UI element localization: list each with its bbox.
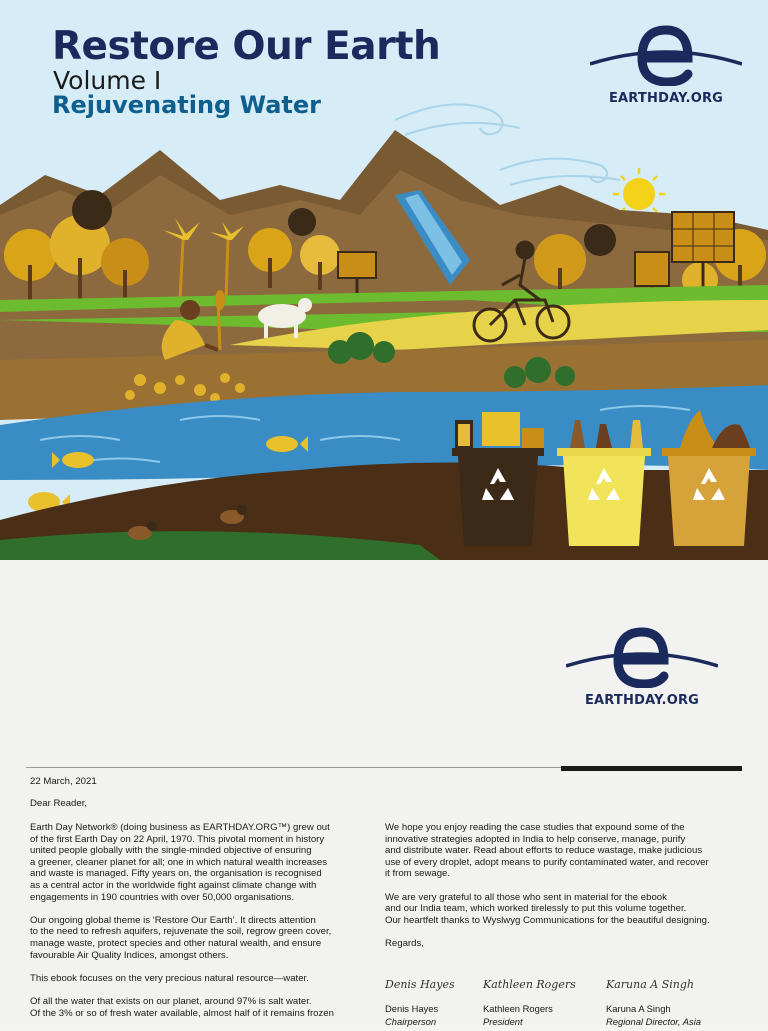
- text-line: Of all the water that exists on our planet, around 97% is salt water.: [30, 995, 312, 1007]
- paragraph: [30, 973, 334, 985]
- logo-wordmark: EARTHDAY.ORG: [584, 693, 700, 708]
- text-line: use of every droplet, adopt means to purify contaminated water, and recover: [385, 856, 709, 868]
- earthday-e-icon: [566, 624, 718, 688]
- text-line: This ebook focuses on the very precious natural resource—water.: [30, 972, 309, 984]
- paragraph: [30, 915, 334, 961]
- paragraph: [385, 822, 710, 880]
- paragraph: [30, 822, 334, 903]
- text-line: We hope you enjoy reading the case studies that expound some of the: [385, 822, 685, 833]
- text-line: of the first Earth Day on 22 April, 1970. This pivotal moment in history: [30, 833, 325, 845]
- text-line: Regards,: [385, 937, 424, 949]
- earthday-e-icon: [590, 22, 742, 86]
- text-line: innovative strategies adopted in India to help conserve, manage, purify: [385, 833, 686, 845]
- signature-image: Denis Hayes: [385, 978, 455, 991]
- paragraph: [30, 996, 334, 1019]
- text-line: favourable Air Quality Indices, amongst others.: [30, 949, 229, 961]
- signatory-2: [483, 978, 576, 1027]
- divider-accent: [561, 766, 742, 771]
- cover-volume: Volume I: [53, 66, 162, 95]
- signatory-role: President: [483, 1016, 523, 1027]
- signatory-3: [606, 978, 701, 1027]
- paragraph: [385, 892, 710, 927]
- text-line: as a central actor in the worldwide fight against climate change with: [30, 879, 317, 891]
- signature-image: Kathleen Rogers: [483, 978, 576, 991]
- letter-right-column: [385, 822, 710, 961]
- letter-left-column: [30, 822, 334, 1031]
- signatory-name: Kathleen Rogers: [483, 1003, 553, 1014]
- text-line: united people globally with the single-minded objective of ensuring: [30, 845, 312, 857]
- text-line: and our India team, which worked tirelessly to put this volume together.: [385, 903, 687, 915]
- signature-image: Karuna A Singh: [606, 978, 694, 991]
- paragraph: [385, 938, 710, 950]
- letter-greeting: Dear Reader,: [30, 798, 88, 809]
- text-line: it from sewage.: [385, 868, 451, 880]
- signatory-name: Denis Hayes: [385, 1003, 439, 1014]
- earthday-logo-letter: [566, 624, 718, 708]
- text-line: Earth Day Network® (doing business as EARTHDAY.ORG™) grew out: [30, 822, 330, 833]
- text-line: to the need to refresh aquifers, rejuvenate the soil, regrow green cover,: [30, 926, 332, 938]
- signatory-role: Chairperson: [385, 1016, 437, 1027]
- text-line: engagements in 190 countries with over 50,000 organisations.: [30, 891, 294, 903]
- text-line: We are very grateful to all those who sent in material for the ebook: [385, 891, 667, 903]
- signatory-name: Karuna A Singh: [606, 1003, 671, 1014]
- text-line: and distribute water. Read about efforts to reduce wastage, make judicious: [385, 845, 703, 857]
- signatory-1: [385, 978, 455, 1027]
- logo-wordmark: EARTHDAY.ORG: [608, 91, 724, 106]
- cover-subtitle: Rejuvenating Water: [52, 91, 321, 119]
- text-line: a greener, cleaner planet for all; one in which natural wealth increases: [30, 856, 328, 868]
- recycling-bin-icon: [452, 448, 756, 546]
- earthday-logo: [590, 22, 742, 106]
- text-line: Our ongoing global theme is ‘Restore Our Earth’. It directs attention: [30, 914, 316, 926]
- letter-date: 22 March, 2021: [30, 776, 97, 787]
- text-line: Our heartfelt thanks to Wyslwyg Communications for the beautiful designing.: [385, 914, 710, 926]
- text-line: and waste is managed. Fifty years on, the organisation is recognised: [30, 868, 322, 880]
- signatory-role: Regional Director, Asia: [606, 1016, 702, 1027]
- text-line: Of the 3% or so of fresh water available, almost half of it remains frozen: [30, 1007, 334, 1019]
- text-line: manage waste, protect species and other natural wealth, and ensure: [30, 937, 322, 949]
- cover-title: Restore Our Earth: [52, 24, 441, 69]
